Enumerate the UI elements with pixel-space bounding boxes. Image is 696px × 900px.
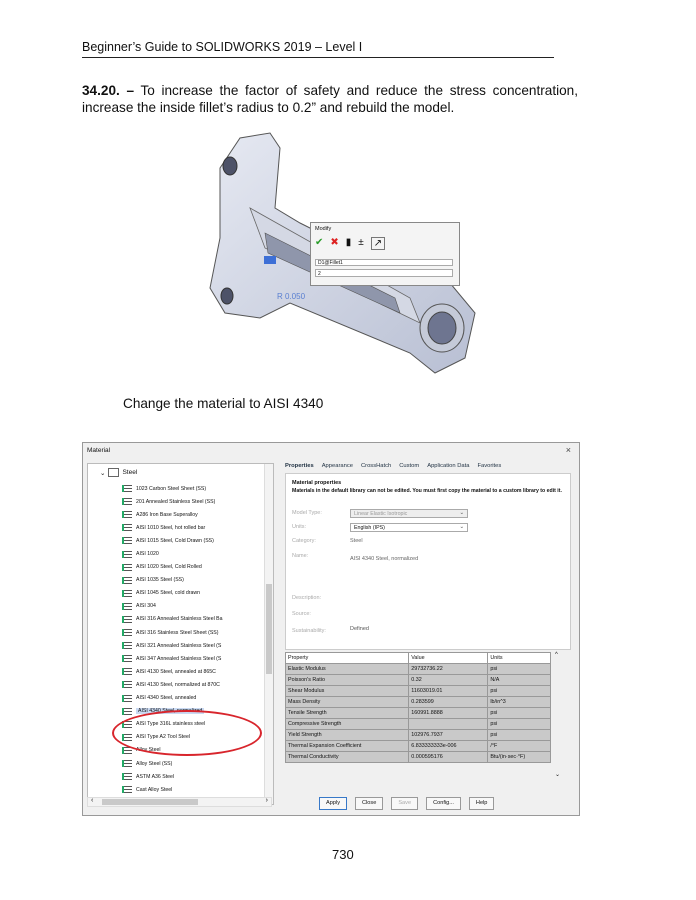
- material-tree[interactable]: [87, 463, 274, 805]
- table-cell: Thermal Conductivity: [286, 752, 409, 763]
- folder-icon: [108, 468, 119, 477]
- props-title: Material properties: [292, 480, 342, 486]
- step-number: 34.20. –: [82, 83, 135, 98]
- list-item-label: 201 Annealed Stainless Steel (SS): [136, 498, 216, 505]
- table-cell: psi: [488, 719, 551, 730]
- table-row[interactable]: [286, 708, 551, 719]
- list-item-label: Cast Alloy Steel: [136, 786, 173, 793]
- material-icon: [122, 551, 132, 558]
- tab-custom[interactable]: Custom: [399, 463, 420, 469]
- close-icon[interactable]: ✖: [330, 237, 339, 248]
- material-icon: [122, 616, 132, 623]
- help-button[interactable]: Help: [469, 797, 495, 810]
- table-cell: psi: [488, 664, 551, 675]
- table-row[interactable]: [286, 741, 551, 752]
- table-cell: 160991.8888: [409, 708, 488, 719]
- list-item[interactable]: [122, 770, 223, 783]
- list-item[interactable]: [122, 626, 223, 639]
- list-item-label: A286 Iron Base Superalloy: [136, 511, 198, 518]
- material-icon: [122, 681, 132, 688]
- table-row[interactable]: [286, 719, 551, 730]
- list-item-label: AISI 321 Annealed Stainless Steel (S: [136, 642, 222, 649]
- material-icon: [122, 485, 132, 492]
- material-icon: [122, 564, 132, 571]
- list-item[interactable]: [122, 600, 223, 613]
- check-icon[interactable]: ✔: [315, 237, 324, 248]
- list-item-label: AISI Type A2 Tool Steel: [136, 734, 191, 741]
- list-item-label: AISI Type 316L stainless steel: [136, 721, 206, 728]
- tab-favorites[interactable]: Favorites: [477, 463, 502, 469]
- table-row[interactable]: [286, 664, 551, 675]
- tree-root-steel[interactable]: [100, 468, 137, 477]
- table-cell: Elastic Modulus: [286, 664, 409, 675]
- table-row[interactable]: [286, 752, 551, 763]
- table-cell: [409, 719, 488, 730]
- table-cell: Btu/(in·sec·°F): [488, 752, 551, 763]
- table-cell: Shear Modulus: [286, 686, 409, 697]
- material-icon: [122, 655, 132, 662]
- list-item[interactable]: [122, 495, 223, 508]
- close-button[interactable]: Close: [355, 797, 383, 810]
- step-text: To increase the factor of safety and reduce the stress concentration, increase the inside fillet’s radius to 0.2” and rebuild the model.: [82, 83, 579, 115]
- material-dialog: [82, 442, 580, 816]
- source-label: Source:: [292, 611, 311, 617]
- list-item[interactable]: [122, 587, 223, 600]
- list-item-label: AISI 316 Annealed Stainless Steel Ba: [136, 616, 223, 623]
- list-item[interactable]: [122, 678, 223, 691]
- model-type-label: Model Type:: [292, 510, 322, 516]
- table-cell: 0.000595176: [409, 752, 488, 763]
- material-icon: [122, 577, 132, 584]
- traffic-light-icon[interactable]: ▮: [345, 237, 352, 248]
- modify-title: Modify: [315, 226, 332, 232]
- table-cell: Compressive Strength: [286, 719, 409, 730]
- table-cell: Yield Strength: [286, 730, 409, 741]
- list-item-label: AISI 1010 Steel, hot rolled bar: [136, 524, 206, 531]
- table-cell: 0.283599: [409, 697, 488, 708]
- scroll-left-icon[interactable]: ‹: [91, 797, 94, 804]
- list-item[interactable]: [122, 639, 223, 652]
- list-item[interactable]: [122, 652, 223, 665]
- model-type-select[interactable]: Linear Elastic Isotropic ⌄: [350, 509, 468, 518]
- column-header[interactable]: Property: [286, 653, 409, 664]
- chevron-down-icon[interactable]: ⌄: [555, 772, 561, 778]
- props-note: Materials in the default library can not be edited. You must first copy the material to a custom library to edit it.: [292, 488, 562, 494]
- apply-button[interactable]: Apply: [319, 797, 347, 810]
- column-header[interactable]: Units: [488, 653, 551, 664]
- list-item-label: Alloy Steel (SS): [136, 760, 173, 767]
- tree-vertical-scrollbar[interactable]: [264, 464, 273, 804]
- config-button[interactable]: Config...: [426, 797, 461, 810]
- list-item-label: AISI 304: [136, 603, 156, 610]
- list-item-label: AISI 4340 Steel, normalized: [138, 708, 203, 715]
- fillet-dimension-label: R 0.050: [277, 292, 306, 301]
- tab-properties[interactable]: Properties: [285, 463, 314, 469]
- list-item-label: AISI 4130 Steel, annealed at 865C: [136, 668, 216, 675]
- table-cell: 6.833333333e-006: [409, 741, 488, 752]
- list-item[interactable]: [122, 508, 223, 521]
- material-icon: [122, 511, 132, 518]
- table-cell: 102976.7937: [409, 730, 488, 741]
- dialog-title: Material: [87, 447, 111, 454]
- list-item[interactable]: [122, 757, 223, 770]
- list-item-label: Alloy Steel: [136, 747, 161, 754]
- list-item[interactable]: [122, 574, 223, 587]
- material-icon: [122, 590, 132, 597]
- material-properties-box: [285, 473, 571, 650]
- table-row[interactable]: [286, 686, 551, 697]
- scroll-right-icon[interactable]: ›: [265, 797, 268, 804]
- units-select[interactable]: English (IPS) ⌄: [350, 523, 468, 532]
- material-icon: [122, 786, 132, 793]
- list-item-label: AISI 1020 Steel, Cold Rolled: [136, 564, 202, 571]
- save-button[interactable]: Save: [391, 797, 418, 810]
- list-item-label: AISI 1035 Steel (SS): [136, 577, 184, 584]
- list-item-label: AISI 4130 Steel, normalized at 870C: [136, 681, 220, 688]
- table-cell: psi: [488, 708, 551, 719]
- table-cell: /°F: [488, 741, 551, 752]
- caption: Change the material to AISI 4340: [123, 396, 324, 411]
- dimension-name-field[interactable]: D1@Fillet1: [315, 259, 453, 266]
- select-icon[interactable]: ↗: [371, 237, 385, 250]
- list-item-label: AISI 347 Annealed Stainless Steel (S: [136, 655, 222, 662]
- dimension-value-input[interactable]: 2: [315, 269, 453, 277]
- list-item[interactable]: [122, 692, 223, 705]
- material-icon: [122, 695, 132, 702]
- description-label: Description:: [292, 595, 322, 601]
- sustainability-label: Sustainability:: [292, 628, 326, 634]
- header-rule: [82, 57, 554, 58]
- material-icon: [122, 642, 132, 649]
- table-cell: psi: [488, 686, 551, 697]
- list-item[interactable]: [122, 521, 223, 534]
- material-icon: [122, 498, 132, 505]
- tree-root-label: Steel: [122, 469, 138, 476]
- highlight-circle: [112, 710, 262, 756]
- table-cell: 29732736.22: [409, 664, 488, 675]
- material-icon: [122, 773, 132, 780]
- tab-crosshatch[interactable]: CrossHatch: [360, 463, 392, 469]
- step-paragraph: [82, 82, 578, 116]
- tab-appearance[interactable]: Appearance: [321, 463, 353, 469]
- material-icon: [122, 708, 132, 715]
- table-cell: N/A: [488, 675, 551, 686]
- category-value: Steel: [350, 538, 363, 544]
- material-icon: [122, 668, 132, 675]
- column-header[interactable]: Value: [409, 653, 488, 664]
- dialog-buttons: [319, 797, 494, 810]
- table-cell: Mass Density: [286, 697, 409, 708]
- list-item-label: AISI 1015 Steel, Cold Drawn (SS): [136, 537, 214, 544]
- properties-panel: [281, 463, 573, 806]
- material-icon: [122, 760, 132, 767]
- chevron-down-icon[interactable]: ⌄: [100, 469, 106, 477]
- name-value: AISI 4340 Steel, normalized: [350, 556, 419, 562]
- close-icon[interactable]: ×: [565, 445, 571, 455]
- list-item-label: ASTM A36 Steel: [136, 773, 175, 780]
- list-item-label: AISI 1045 Steel, cold drawn: [136, 590, 201, 597]
- table-cell: psi: [488, 730, 551, 741]
- table-cell: Poisson's Ratio: [286, 675, 409, 686]
- spin-rebuild-icon[interactable]: ±: [358, 237, 364, 248]
- table-cell: Thermal Expansion Coefficient: [286, 741, 409, 752]
- page-number: 730: [332, 847, 354, 862]
- table-cell: lb/in^3: [488, 697, 551, 708]
- list-item[interactable]: [122, 783, 223, 796]
- units-label: Units:: [292, 524, 307, 530]
- table-cell: Tensile Strength: [286, 708, 409, 719]
- material-icon: [122, 629, 132, 636]
- list-item[interactable]: [122, 547, 223, 560]
- material-properties-table: [285, 652, 551, 763]
- chevron-up-icon[interactable]: ^: [555, 652, 558, 658]
- tab-application-data[interactable]: Application Data: [427, 463, 470, 469]
- category-label: Category:: [292, 538, 316, 544]
- list-item-label: AISI 4340 Steel, annealed: [136, 695, 197, 702]
- table-cell: 11603019.01: [409, 686, 488, 697]
- running-header: Beginner’s Guide to SOLIDWORKS 2019 – Level I: [82, 40, 363, 54]
- material-icon: [122, 537, 132, 544]
- list-item-label: AISI 316 Stainless Steel Sheet (SS): [136, 629, 219, 636]
- list-item-label: 1023 Carbon Steel Sheet (SS): [136, 485, 207, 492]
- name-label: Name:: [292, 553, 309, 559]
- material-icon: [122, 524, 132, 531]
- sustainability-value: Defined: [350, 626, 369, 632]
- material-icon: [122, 603, 132, 610]
- list-item[interactable]: [122, 665, 223, 678]
- table-row[interactable]: [286, 675, 551, 686]
- list-item[interactable]: [122, 561, 223, 574]
- modify-dialog[interactable]: [310, 222, 460, 286]
- table-row[interactable]: [286, 730, 551, 741]
- list-item[interactable]: [122, 534, 223, 547]
- tree-horizontal-scrollbar[interactable]: [87, 797, 272, 807]
- list-item[interactable]: [122, 613, 223, 626]
- table-cell: 0.32: [409, 675, 488, 686]
- list-item-label: AISI 1020: [136, 551, 159, 558]
- table-row[interactable]: [286, 697, 551, 708]
- list-item[interactable]: [122, 482, 223, 495]
- properties-tabs: [281, 463, 573, 469]
